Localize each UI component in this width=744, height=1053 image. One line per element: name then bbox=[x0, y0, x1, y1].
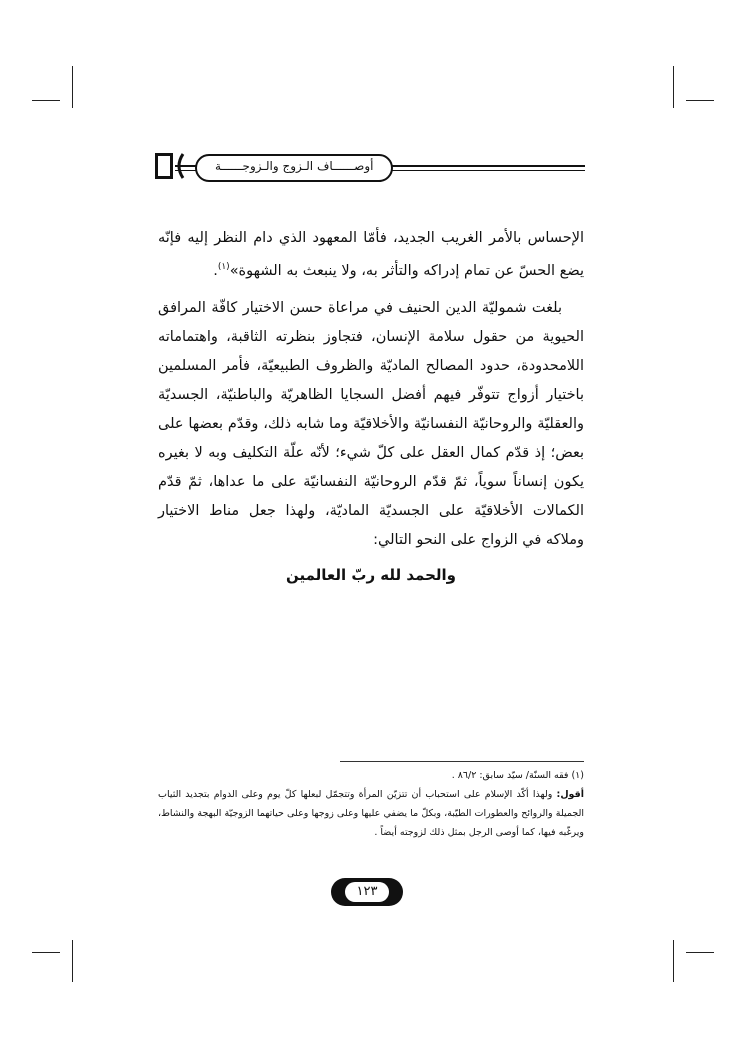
footnote-ref: (١) bbox=[217, 262, 230, 272]
footnote-1: (١) فقه السنّة/ سيّد سابق: ٨٦/٢ . bbox=[451, 770, 584, 781]
footnote-label: أقول: bbox=[556, 789, 584, 800]
footnotes bbox=[158, 766, 584, 842]
running-header bbox=[155, 150, 585, 184]
crop-mark bbox=[72, 940, 73, 982]
crop-mark bbox=[32, 100, 60, 101]
crop-mark bbox=[32, 952, 60, 953]
crop-mark bbox=[72, 66, 73, 108]
paragraph-text: الإحساس بالأمر الغريب الجديد، فأمّا المعهود الذي دام النظر إليه فإنّه يضع الحسّ عن تمام إدراكه والتأثر به، ولا ينبعث به الشهوة» bbox=[158, 230, 584, 279]
footnote-separator bbox=[340, 761, 584, 762]
paragraph: بلغت شموليّة الدين الحنيف في مراعاة حسن الاختيار كافّة المرافق الحيوية من حقول سلامة الإنسان، فتجاوز بنظرته الثاقبة، واهتماماته اللامحدودة، حدود المصالح الماديّة والظروف الطبيعيّة، فأمر المسلمين باختيار أزواج تتوفّر فيهم أفضل السجايا الظاهريّة والباطنيّة، الجسديّة والعقليّة والروحانيّة النفسانيّة والأخلاقيّة وما شابه ذلك، وقدّم بعضها على بعض؛ إذ قدّم كمال العقل على كلّ شيء؛ لأنّه علّة التكليف وبه لا بغيره يكون إنساناً سوياً، ثمّ قدّم الروحانيّة النفسانيّة على ما عداها، ثمّ قدّم الكمالات الأخلاقيّة على الجسديّة الماديّة، ولهذا جعل مناط الاختيار وملاكه في الزواج على النحو التالي: bbox=[158, 299, 584, 548]
page-number-badge bbox=[331, 878, 403, 906]
main-text bbox=[158, 224, 584, 590]
paragraph-end-punct: . bbox=[213, 262, 218, 279]
header-bracket-ornament bbox=[155, 153, 173, 179]
crop-mark bbox=[673, 66, 674, 108]
chapter-title: أوصــــــاف الـزوج والـزوجــــــة bbox=[195, 154, 393, 182]
closing-line: والحمد لله ربّ العالمين bbox=[285, 565, 457, 584]
header-curve-ornament bbox=[173, 153, 185, 179]
crop-mark bbox=[686, 952, 714, 953]
page-number: ١٢٣ bbox=[345, 882, 389, 902]
footnote-2-text: ولهذا أكّد الإسلام على استحباب أن تتزيّن المرأة وتتجمّل لبعلها كلّ يوم وعلى الدوام بتجديد الثياب الجميلة والروائح والعطورات الطيّبة، وبكلّ ما يضفي عليها وعلى زوجها وعلى حياتهما الزوجيّة البهجة والنشاط، ويرغّبه فيها، كما أوصى الرجل بمثل ذلك لزوجته أيضاً . bbox=[158, 789, 584, 838]
crop-mark bbox=[673, 940, 674, 982]
crop-mark bbox=[686, 100, 714, 101]
paragraph-continuation bbox=[158, 224, 584, 286]
footnote-2 bbox=[158, 785, 584, 842]
